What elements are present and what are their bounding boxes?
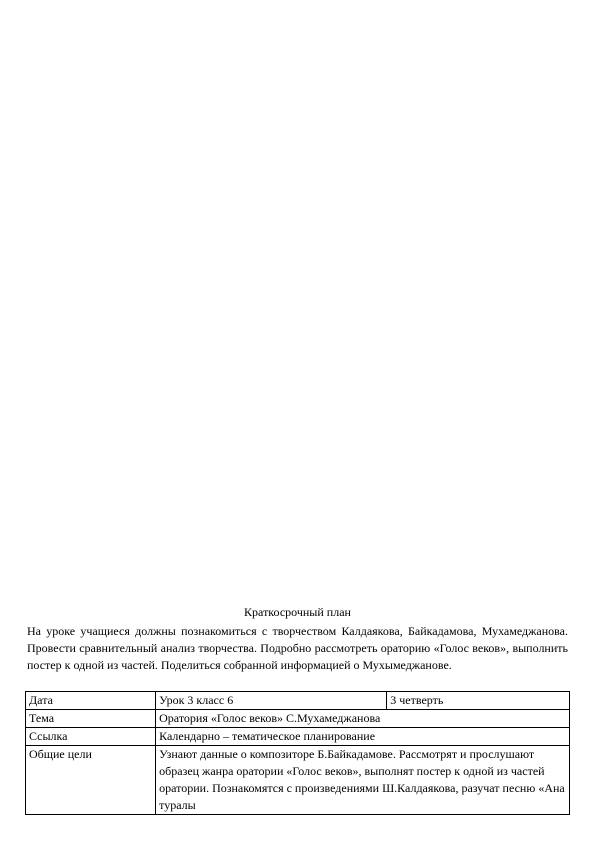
goals-text: Узнают данные о композиторе Б.Байкадамове. Рассмотрят и прослушают образец жанра оратории «Голос веков», выполнят постер к одной из частей оратории. Познакомятся с произведениями Ш.Калдаякова, разучат песню «Ана туралы (159, 747, 565, 812)
row-label-date: Дата (26, 692, 156, 710)
table-row-goals (26, 746, 570, 815)
row-label-reference: Ссылка (26, 728, 156, 746)
row-value-quarter: 3 четверть (387, 692, 570, 710)
row-value-topic: Оратория «Голос веков» С.Мухамеджанова (156, 710, 570, 728)
row-label-topic: Тема (26, 710, 156, 728)
intro-paragraph: На уроке учащиеся должны познакомиться с творчеством Калдаякова, Байкадамова, Мухамеджанова. Провести сравнительный анализ творчества. Подробно рассмотреть ораторию «Голос веков», выполнить постер к одной из частей. Поделиться собранной информацией о Мухымеджанове. (27, 624, 568, 672)
row-value-lesson: Урок 3 класс 6 (156, 692, 387, 710)
table-row-reference (26, 728, 570, 746)
document-title: Краткосрочный план (244, 605, 351, 619)
plan-table (25, 691, 570, 815)
row-label-goals: Общие цели (26, 746, 156, 815)
row-value-goals (156, 746, 570, 815)
table-row-date (26, 692, 570, 710)
table-row-topic (26, 710, 570, 728)
row-value-reference: Календарно – тематическое планирование (156, 728, 570, 746)
